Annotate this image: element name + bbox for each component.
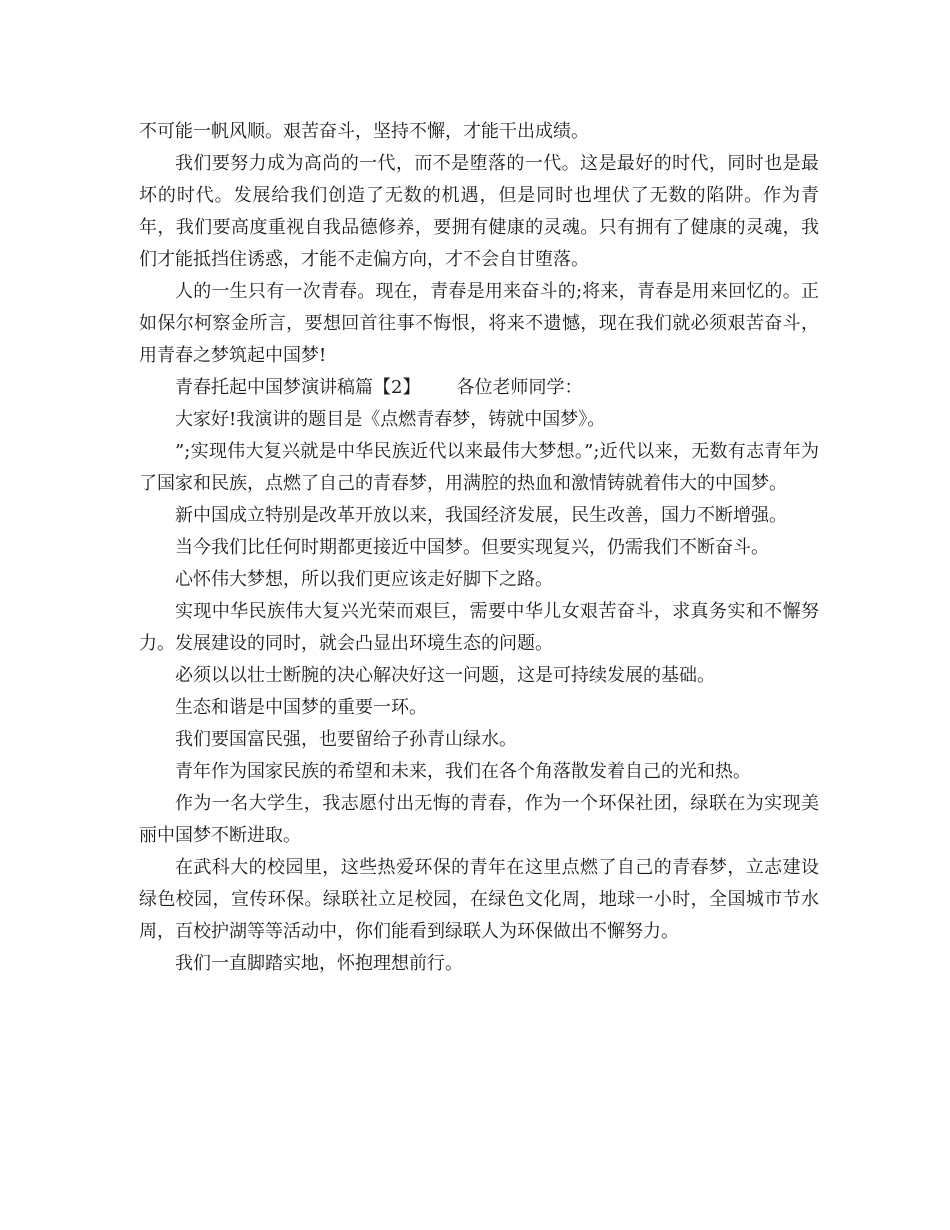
paragraph-campus: 在武科大的校园里，这些热爱环保的青年在这里点燃了自己的青春梦，立志建设绿色校园，宣传环保。绿联社立足校园，在绿色文化周，地球一小时，全国城市节水周，百校护湖等等活动中，你们能看到绿联人为环保做出不懈努力。	[139, 857, 819, 942]
paragraph-continuation: 不可能一帆风顺。艰苦奋斗，坚持不懈，才能干出成绩。	[139, 121, 589, 142]
paragraph-new-china: 新中国成立特别是改革开放以来，我国经济发展，民生改善，国力不断增强。	[175, 505, 787, 526]
paragraph-great-rejuvenation: ”;实现伟大复兴就是中华民族近代以来最伟大梦想。”;近代以来，无数有志青年为了国家和民族，点燃了自己的青春梦，用满腔的热血和激情铸就着伟大的中国梦。	[139, 441, 819, 494]
paragraph-greeting: 大家好!我演讲的题目是《点燃青春梦，铸就中国梦》。	[175, 409, 606, 430]
paragraph-determination: 必须以以壮士断腕的决心解决好这一问题，这是可持续发展的基础。	[175, 665, 715, 686]
speech-title: 青春托起中国梦演讲稿篇【2】	[175, 377, 421, 398]
paragraph-green-mountains: 我们要国富民强，也要留给子孙青山绿水。	[175, 729, 517, 750]
document-body	[139, 116, 819, 980]
paragraph-university-student: 作为一名大学生，我志愿付出无悔的青春，作为一个环保社团，绿联在为实现美丽中国梦不断进取。	[139, 793, 819, 846]
paragraph-great-dream: 心怀伟大梦想，所以我们更应该走好脚下之路。	[175, 569, 553, 590]
paragraph-closer-to-dream: 当今我们比任何时期都更接近中国梦。但要实现复兴，仍需我们不断奋斗。	[175, 537, 769, 558]
paragraph-ecological-harmony: 生态和谐是中国梦的重要一环。	[175, 697, 427, 718]
paragraph-noble-generation: 我们要努力成为高尚的一代，而不是堕落的一代。这是最好的时代，同时也是最坏的时代。发展给我们创造了无数的机遇，但是同时也埋伏了无数的陷阱。作为青年，我们要高度重视自我品德修养，要拥有健康的灵魂。只有拥有了健康的灵魂，我们才能抵挡住诱惑，才能不走偏方向，才不会自甘堕落。	[139, 153, 819, 270]
speech-salutation: 各位老师同学：	[456, 377, 583, 398]
paragraph-youth-once: 人的一生只有一次青春。现在，青春是用来奋斗的;将来，青春是用来回忆的。正如保尔柯察金所言，要想回首往事不悔恨，将来不遗憾，现在我们就必须艰苦奋斗，用青春之梦筑起中国梦!	[139, 281, 819, 366]
paragraph-down-to-earth: 我们一直脚踏实地，怀抱理想前行。	[175, 953, 463, 974]
paragraph-youth-hope: 青年作为国家民族的希望和未来，我们在各个角落散发着自己的光和热。	[175, 761, 751, 782]
paragraph-hard-work: 实现中华民族伟大复兴光荣而艰巨，需要中华儿女艰苦奋斗，求真务实和不懈努力。发展建设的同时，就会凸显出环境生态的问题。	[139, 601, 819, 654]
speech-heading-line	[139, 372, 819, 404]
